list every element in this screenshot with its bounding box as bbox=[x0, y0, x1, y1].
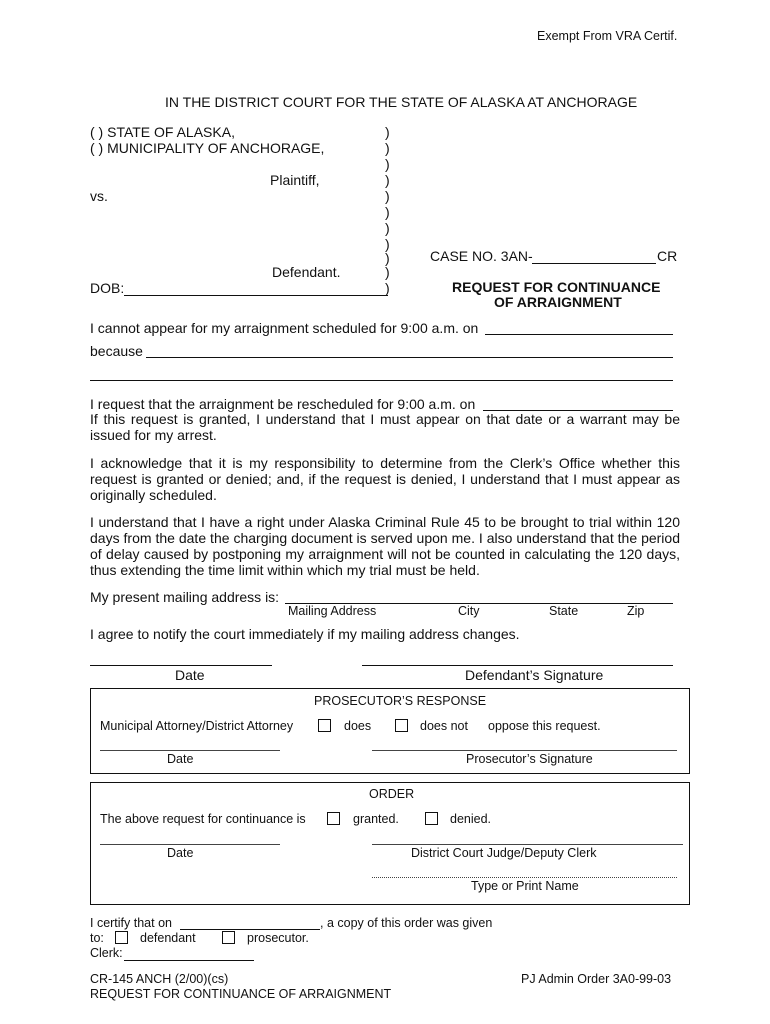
attorney-label: Municipal Attorney/District Attorney bbox=[100, 719, 294, 733]
exempt-notice: Exempt From VRA Certif. bbox=[537, 29, 678, 43]
order-label: The above request for continuance is bbox=[100, 812, 306, 826]
notify-statement: I agree to notify the court immediately if my mailing address changes. bbox=[90, 626, 520, 642]
prosecutor-signature-caption: Prosecutor’s Signature bbox=[466, 752, 593, 766]
caption-paren: ) bbox=[385, 140, 390, 156]
denied-label: denied. bbox=[450, 812, 492, 826]
footer-title: REQUEST FOR CONTINUANCE OF ARRAIGNMENT bbox=[90, 987, 392, 1001]
does-not-label: does not bbox=[420, 719, 468, 733]
form-title-line2: OF ARRAIGNMENT bbox=[494, 294, 622, 310]
party-state: ( ) STATE OF ALASKA, bbox=[90, 124, 235, 140]
certify-copy-text: , a copy of this order was given bbox=[320, 916, 493, 930]
does-not-checkbox[interactable] bbox=[395, 719, 408, 732]
does-checkbox[interactable] bbox=[318, 719, 331, 732]
rule45-paragraph: I understand that I have a right under Alaska Criminal Rule 45 to be brought to trial within 120 days from the date the charging document is served upon me. I also understand that the period of delay caused by postponing my arraignment will not be counted in calculating the 120 days, thus extending the time limit within which my trial must be held. bbox=[90, 514, 680, 578]
judge-signature-field[interactable] bbox=[372, 844, 683, 845]
caption-paren: ) bbox=[385, 264, 390, 280]
case-number-field[interactable] bbox=[532, 263, 656, 264]
copy-prosecutor-label: prosecutor. bbox=[247, 931, 309, 945]
form-title-line1: REQUEST FOR CONTINUANCE bbox=[452, 279, 661, 295]
copy-defendant-checkbox[interactable] bbox=[115, 931, 128, 944]
defendant-date-caption: Date bbox=[175, 667, 205, 683]
caption-paren: ) bbox=[385, 236, 390, 252]
mailing-address-caption: Mailing Address bbox=[288, 604, 377, 618]
prosecutor-date-field[interactable] bbox=[100, 750, 280, 751]
scheduled-date-field[interactable] bbox=[485, 334, 673, 335]
granted-paragraph: If this request is granted, I understand that I must appear on that date or a warrant may be issued for my arrest. bbox=[90, 411, 680, 443]
defendant-signature-field[interactable] bbox=[362, 665, 673, 666]
admin-order: PJ Admin Order 3A0-99-03 bbox=[521, 972, 672, 986]
judge-name-field[interactable] bbox=[372, 877, 677, 878]
caption-paren: ) bbox=[385, 204, 390, 220]
form-number: CR-145 ANCH (2/00)(cs) bbox=[90, 972, 229, 986]
caption-paren: ) bbox=[385, 156, 390, 172]
defendant-date-field[interactable] bbox=[90, 665, 272, 666]
order-date-field[interactable] bbox=[100, 844, 280, 845]
copy-defendant-label: defendant bbox=[140, 931, 196, 945]
plaintiff-label: Plaintiff, bbox=[270, 172, 320, 188]
judge-caption: District Court Judge/Deputy Clerk bbox=[411, 846, 597, 860]
defendant-label: Defendant. bbox=[272, 264, 341, 280]
prosecutor-date-caption: Date bbox=[167, 752, 194, 766]
granted-checkbox[interactable] bbox=[327, 812, 340, 825]
defendant-signature-caption: Defendant’s Signature bbox=[465, 667, 604, 683]
party-municipality: ( ) MUNICIPALITY OF ANCHORAGE, bbox=[90, 140, 325, 156]
mailing-address-label: My present mailing address is: bbox=[90, 589, 280, 605]
reschedule-request: I request that the arraignment be rescheduled for 9:00 a.m. on bbox=[90, 396, 476, 412]
caption-paren: ) bbox=[385, 188, 390, 204]
court-title: IN THE DISTRICT COURT FOR THE STATE OF ALASKA AT ANCHORAGE bbox=[165, 94, 638, 110]
to-label: to: bbox=[90, 931, 104, 945]
caption-paren: ) bbox=[385, 220, 390, 236]
acknowledge-paragraph: I acknowledge that it is my responsibility to determine from the Clerk’s Office whether this request is granted or denied; and, if the request is denied, I understand that I must appear as originally scheduled. bbox=[90, 455, 680, 503]
clerk-label: Clerk: bbox=[90, 946, 123, 960]
caption-paren: ) bbox=[385, 280, 390, 296]
certify-label: I certify that on bbox=[90, 916, 172, 930]
order-heading: ORDER bbox=[369, 787, 415, 801]
case-number-label: CASE NO. 3AN- bbox=[430, 248, 533, 264]
appearance-statement: I cannot appear for my arraignment scheduled for 9:00 a.m. on bbox=[90, 320, 479, 336]
dob-field[interactable] bbox=[124, 295, 388, 296]
does-label: does bbox=[344, 719, 372, 733]
prosecutor-signature-field[interactable] bbox=[372, 750, 677, 751]
denied-checkbox[interactable] bbox=[425, 812, 438, 825]
city-caption: City bbox=[458, 604, 480, 618]
zip-caption: Zip bbox=[627, 604, 645, 618]
prosecutor-response-heading: PROSECUTOR’S RESPONSE bbox=[314, 694, 487, 708]
state-caption: State bbox=[549, 604, 579, 618]
certify-date-field[interactable] bbox=[180, 929, 320, 930]
reason-field[interactable] bbox=[146, 357, 673, 358]
vs-label: vs. bbox=[90, 188, 108, 204]
copy-prosecutor-checkbox[interactable] bbox=[222, 931, 235, 944]
case-suffix: CR bbox=[657, 248, 678, 264]
because-label: because bbox=[90, 343, 143, 359]
caption-paren: ) bbox=[385, 250, 390, 266]
oppose-label: oppose this request. bbox=[488, 719, 601, 733]
caption-paren: ) bbox=[385, 124, 390, 140]
type-name-caption: Type or Print Name bbox=[471, 879, 579, 893]
caption-paren: ) bbox=[385, 172, 390, 188]
reason-field-line2[interactable] bbox=[90, 380, 673, 381]
dob-label: DOB: bbox=[90, 280, 125, 296]
clerk-signature-field[interactable] bbox=[124, 960, 254, 961]
order-date-caption: Date bbox=[167, 846, 194, 860]
granted-label: granted. bbox=[353, 812, 399, 826]
